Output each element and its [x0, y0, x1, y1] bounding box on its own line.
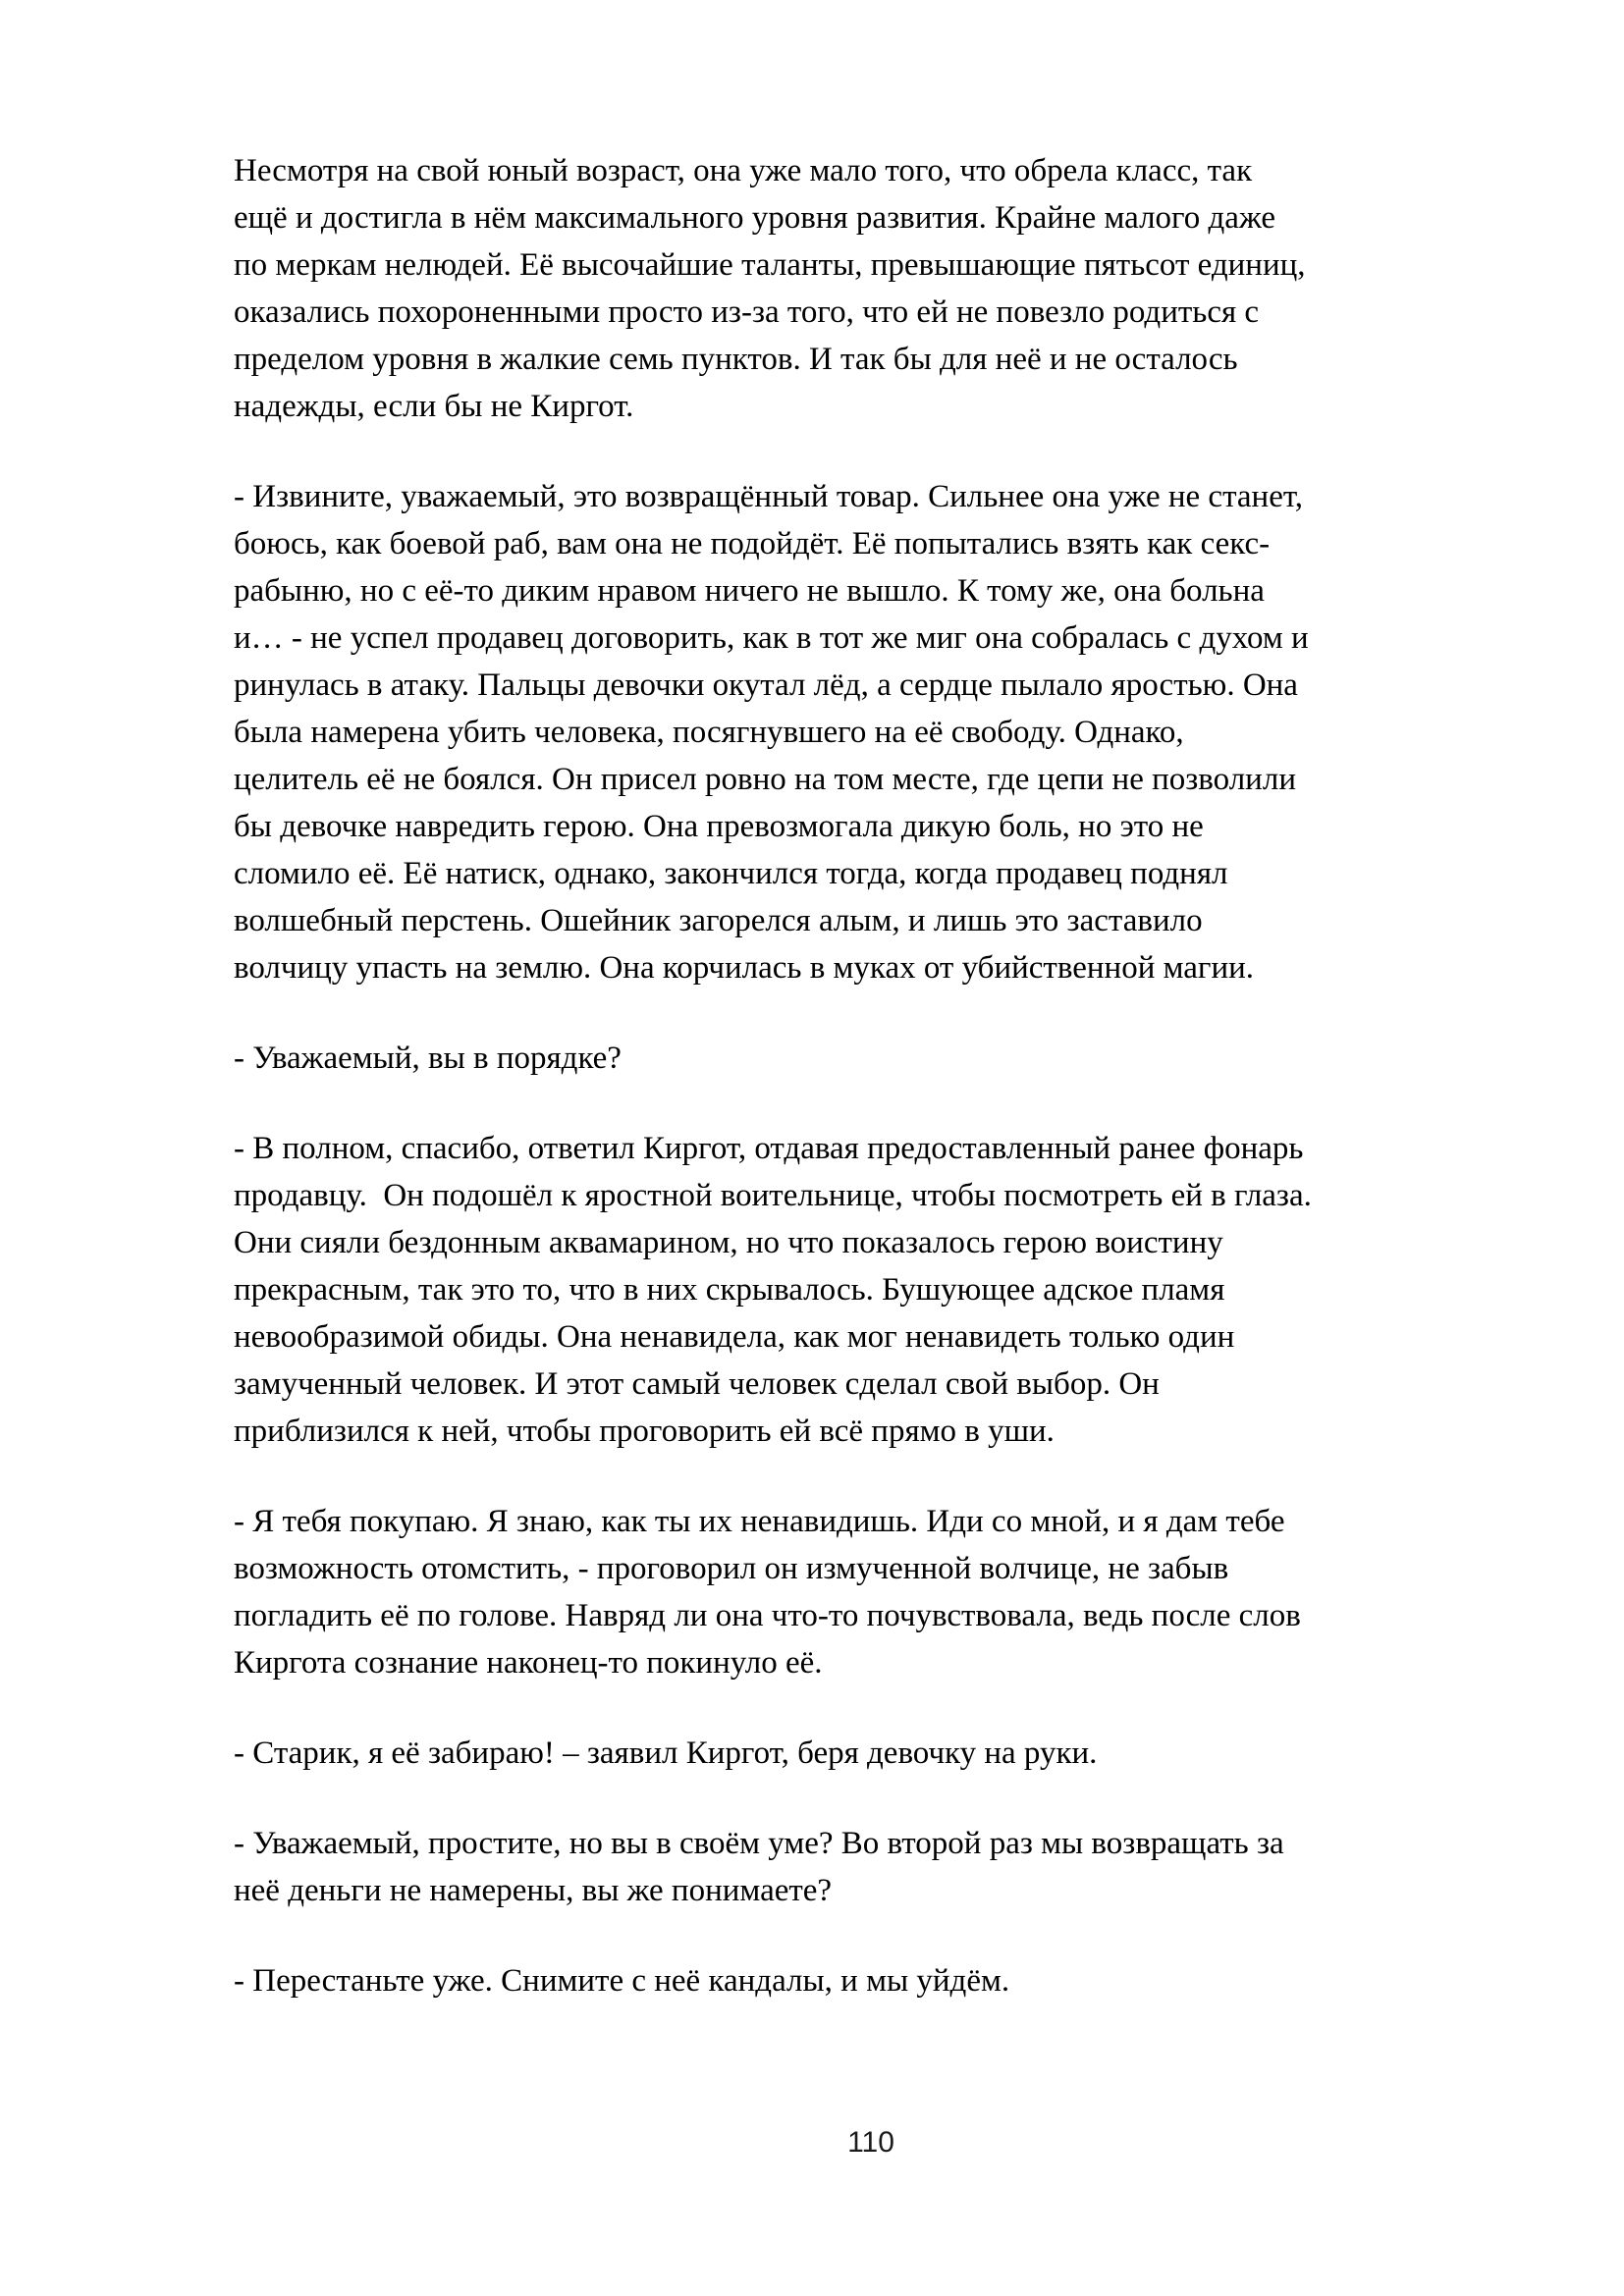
paragraph [234, 1035, 1508, 1082]
text-line: волчицу упасть на землю. Она корчилась в муках от убийственной магии. [234, 950, 1255, 986]
paragraph [234, 1820, 1508, 1914]
text-line: - Извините, уважаемый, это возвращённый товар. Сильнее она уже не станет, [234, 479, 1304, 514]
text-line: целитель её не боялся. Он присел ровно на том месте, где цепи не позволили [234, 762, 1296, 797]
text-line: по меркам нелюдей. Её высочайшие таланты, превышающие пятьсот единиц, [234, 247, 1306, 283]
paragraph [234, 1957, 1508, 2004]
text-body [234, 147, 1508, 2004]
page-number: 110 [847, 2126, 894, 2159]
text-line: волшебный перстень. Ошейник загорелся алым, и лишь это заставило [234, 903, 1203, 938]
text-line: надежды, если бы не Киргот. [234, 389, 634, 424]
text-line: ещё и достигла в нём максимального уровня развития. Крайне малого даже [234, 200, 1275, 236]
paragraph [234, 1498, 1508, 1686]
text-line: пределом уровня в жалкие семь пунктов. И так бы для неё и не осталось [234, 342, 1238, 377]
text-line: - Уважаемый, вы в порядке? [234, 1041, 622, 1076]
text-line: возможность отомстить, - проговорил он измученной волчице, не забыв [234, 1551, 1229, 1586]
text-line: сломило её. Её натиск, однако, закончился тогда, когда продавец поднял [234, 856, 1228, 891]
paragraph [234, 473, 1508, 991]
text-line: - Перестаньте уже. Снимите с неё кандалы, и мы уйдём. [234, 1963, 1010, 1999]
text-line: погладить её по голове. Навряд ли она что-то почувствовала, ведь после слов [234, 1598, 1301, 1633]
text-line: прекрасным, так это то, что в них скрывалось. Бушующее адское пламя [234, 1272, 1225, 1308]
text-line: Киргота сознание наконец-то покинуло её. [234, 1645, 823, 1681]
paragraph [234, 1730, 1508, 1777]
text-line: была намерена убить человека, посягнувшего на её свободу. Однако, [234, 715, 1184, 750]
text-line: - В полном, спасибо, ответил Киргот, отдавая предоставленный ранее фонарь [234, 1131, 1304, 1166]
text-line: замученный человек. И этот самый человек сделал свой выбор. Он [234, 1366, 1160, 1402]
text-line: - Я тебя покупаю. Я знаю, как ты их ненавидишь. Иди со мной, и я дам тебе [234, 1504, 1285, 1539]
text-line: оказались похороненными просто из-за того, что ей не повезло родиться с [234, 294, 1260, 330]
text-line: неё деньги не намерены, вы же понимаете? [234, 1873, 833, 1908]
text-line: невообразимой обиды. Она ненавидела, как мог ненавидеть только один [234, 1319, 1235, 1355]
text-line: боюсь, как боевой раб, вам она не подойдёт. Её попытались взять как секс- [234, 526, 1271, 561]
text-line: бы девочке навредить герою. Она превозмогала дикую боль, но это не [234, 809, 1204, 844]
text-line: продавцу. Он подошёл к яростной воительнице, чтобы посмотреть ей в глаза. [234, 1178, 1312, 1213]
text-line: рабыню, но с её-то диким нравом ничего не вышло. К тому же, она больна [234, 573, 1265, 609]
paragraph [234, 1125, 1508, 1455]
paragraph [234, 147, 1508, 430]
text-line: - Уважаемый, простите, но вы в своём уме? Во второй раз мы возвращать за [234, 1826, 1284, 1861]
text-line: Они сияли бездонным аквамарином, но что показалось герою воистину [234, 1225, 1223, 1260]
text-line: - Старик, я её забираю! – заявил Киргот, беря девочку на руки. [234, 1735, 1098, 1771]
text-line: ринулась в атаку. Пальцы девочки окутал лёд, а сердце пылало яростью. Она [234, 667, 1298, 703]
page-footer [234, 2126, 1508, 2160]
text-line: и… - не успел продавец договорить, как в тот же миг она собралась с духом и [234, 620, 1309, 656]
text-line: приблизился к ней, чтобы проговорить ей всё прямо в уши. [234, 1414, 1055, 1449]
text-line: Несмотря на свой юный возраст, она уже мало того, что обрела класс, так [234, 153, 1253, 188]
